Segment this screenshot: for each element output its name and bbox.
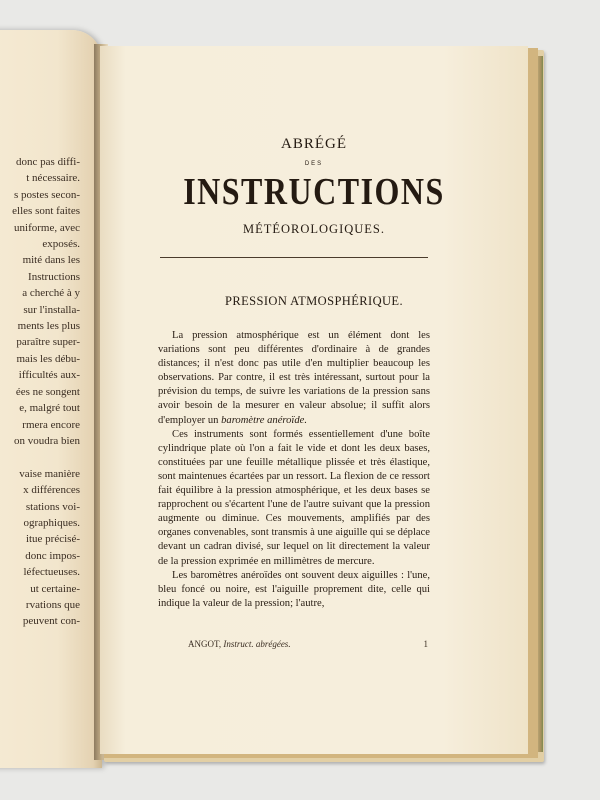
paragraph-1-italic: baromètre anéroïde.: [221, 414, 308, 426]
left-page-line: peuvent con-: [22, 615, 80, 628]
left-page-line: Instructions: [28, 270, 80, 283]
left-page-line: mité dans les: [22, 254, 80, 267]
page-number: 1: [423, 639, 428, 649]
title-des: DES: [304, 161, 324, 167]
left-page-line: rvations que: [25, 598, 80, 611]
left-page-line: on voudra bien: [14, 434, 80, 447]
right-page: [100, 46, 528, 754]
title-abrege: ABRÉGÉ: [281, 136, 347, 152]
left-page-line: ments les plus: [17, 320, 80, 333]
cover-edge: [538, 56, 543, 752]
left-page-line: ut certaine-: [30, 582, 80, 595]
paragraph-1-text: La pression atmosphérique est un élément dont les variations sont peu différentes d'ordinaire à de grandes distances; il n'est donc pas utile d'en multiplier beaucoup les observations. Par contre, il est très intéressant, surtout pour la prévision du temps, de suivre les variations de la pression sans avoir besoin de la mesurer en valeur absolue; il suffit alors d'employer un: [158, 330, 430, 426]
footer-title: Instruct. abrégées.: [223, 639, 291, 649]
section-title: PRESSION ATMOSPHÉRIQUE.: [225, 294, 403, 308]
left-page-line: rmera encore: [22, 418, 80, 431]
left-page-line: sur l'installa-: [23, 303, 80, 316]
left-page-line: léfectueuses.: [23, 566, 80, 579]
left-page: [0, 30, 102, 768]
left-page-line: ographiques.: [23, 516, 80, 529]
left-page-line: elles sont faites: [12, 205, 80, 218]
footer-author: ANGOT,: [188, 639, 222, 649]
left-page-line: s postes secon-: [14, 188, 80, 201]
title-rule: [160, 257, 428, 258]
paragraph-3: Les baromètres anéroïdes ont souvent deux aiguilles : l'une, bleu foncé ou noire, est l'aiguille proprement dite, celle qui indique la valeur de la pression; l'autre,: [158, 569, 430, 609]
paragraph-1: [158, 329, 430, 428]
left-page-line: exposés.: [42, 238, 80, 251]
left-page-line: donc impos-: [25, 549, 80, 562]
title-instructions: INSTRUCTIONS: [183, 170, 445, 213]
left-page-line: uniforme, avec: [14, 221, 80, 234]
left-page-line: paraître super-: [16, 336, 80, 349]
left-page-line: stations voi-: [25, 500, 80, 513]
left-page-line: itue précisé-: [25, 533, 80, 546]
left-page-line: t nécessaire.: [26, 172, 80, 185]
left-page-text: [0, 154, 80, 630]
left-page-line: x différences: [23, 484, 80, 497]
title-meteorologiques: MÉTÉOROLOGIQUES.: [242, 222, 386, 236]
paragraph-2: Ces instruments sont formés essentiellement d'une boîte cylindrique plate où l'on a fait le vide et dont les deux bases, constituées par une feuille métallique plissée et très élastique, sont maintenues écartées par un ressort. La flexion de ce ressort fait équilibre à la pression atmosphérique, et les deux bases se rapprochent ou s'écartent l'une de l'autre suivant que la pression augmente ou diminue. Ces mouvements, amplifiés par des organes convenables, sont transmis à une aiguille qui se déplace devant un cadran divisé, sur lequel on lit directement la valeur de la pression exprimée en millimètres de mercure.: [158, 428, 430, 567]
left-page-line: donc pas diffi-: [16, 156, 80, 168]
left-page-line: vaise manière: [19, 467, 80, 480]
left-page-line: e, malgré tout: [19, 402, 80, 415]
left-page-line: a cherché à y: [22, 287, 80, 300]
left-page-line: ifficultés aux-: [18, 369, 80, 382]
page-footer: [188, 639, 428, 649]
left-page-line: ées ne songent: [15, 385, 80, 398]
left-page-line: mais les débu-: [16, 352, 80, 365]
left-page-line: [0, 449, 80, 465]
body-text: [158, 329, 430, 611]
